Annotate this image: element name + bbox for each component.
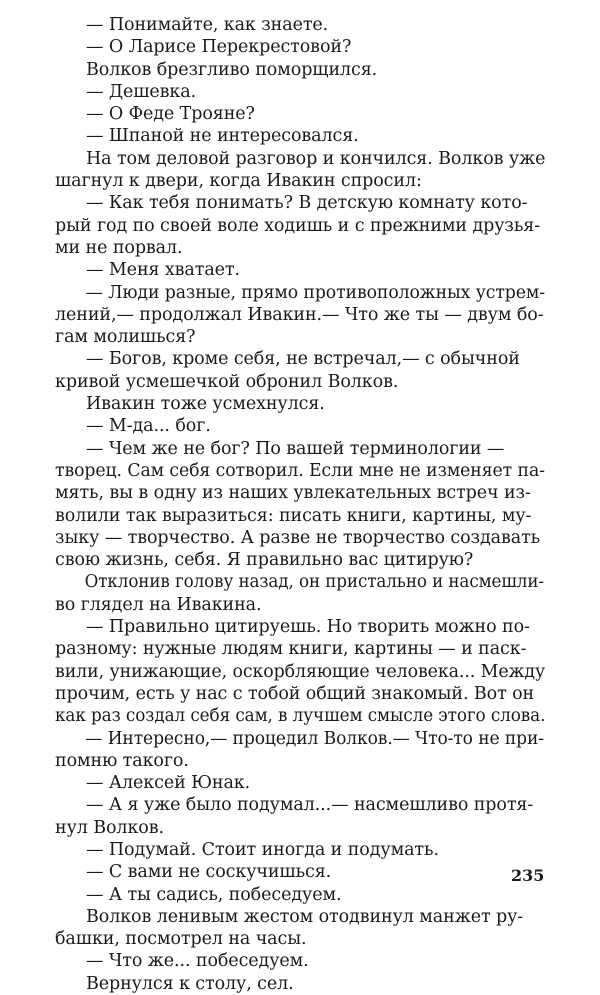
text-line: — Дешевка. <box>86 81 197 102</box>
text-line: — Чем же не бог? По вашей терминологии — <box>86 438 505 459</box>
text-line: — Как тебя понимать? В детскую комнату кото- <box>86 193 528 214</box>
text-line: — А ты садись, побеседуем. <box>86 884 342 905</box>
text-line: — Шпаной не интересовался. <box>86 126 359 147</box>
text-line: Ивакин тоже усмехнулся. <box>86 394 325 415</box>
text-line: рый год по своей воле ходишь и с прежними друзья- <box>55 215 541 236</box>
text-line: как раз создал себя сам, в лучшем смысле этого слова. <box>55 706 546 727</box>
text-line: — М-да... бог. <box>86 416 211 437</box>
text-line: гам молишься? <box>55 327 196 348</box>
body-text <box>55 14 545 995</box>
text-line: — Люди разные, прямо противоположных устрем- <box>85 282 545 303</box>
text-line: Отклонив голову назад, он пристально и насмешли- <box>84 572 544 593</box>
text-line: — О Феде Трояне? <box>86 104 255 125</box>
text-line: лений,— продолжал Ивакин.— Что же ты — двум бо- <box>55 304 544 325</box>
text-line: нул Волков. <box>55 817 164 838</box>
text-line: разному: нужные людям книги, картины — и паск- <box>55 639 527 660</box>
text-line: творец. Сам себя сотворил. Если мне не изменяет па- <box>55 460 545 481</box>
text-line: — Меня хватает. <box>86 260 240 281</box>
text-line: шагнул к двери, когда Ивакин спросил: <box>55 171 422 192</box>
text-line: кривой усмешечкой обронил Волков. <box>55 371 399 392</box>
text-line: помню такого. <box>55 750 189 771</box>
text-line: во глядел на Ивакина. <box>55 594 262 615</box>
text-line: Волков брезгливо поморщился. <box>86 59 378 80</box>
text-line: — Понимайте, как знаете. <box>86 15 329 35</box>
text-line: ми не порвал. <box>55 237 183 258</box>
text-line: волили так выразиться: писать книги, картины, му- <box>55 505 532 526</box>
text-line: — А я уже было подумал...— насмешливо протя- <box>86 795 534 816</box>
text-line: — С вами не соскучишься. <box>86 862 332 883</box>
text-line: — Подумай. Стоит иногда и подумать. <box>86 839 439 860</box>
text-line: — Богов, кроме себя, не встречал,— с обычной <box>86 349 520 370</box>
text-line: — Алексей Юнак. <box>86 773 251 794</box>
text-line: Волков ленивым жестом отодвинул манжет ру- <box>86 906 524 927</box>
text-line: мять, вы в одну из наших увлекательных встреч из- <box>55 483 531 504</box>
text-line: башки, посмотрел на часы. <box>55 929 307 950</box>
text-line: — Что же... побеседуем. <box>86 951 309 972</box>
text-line: прочим, есть у нас с тобой общий знакомый. Вот он <box>55 683 535 704</box>
text-line: зыку — творчество. А разве не творчество создавать <box>55 527 541 548</box>
text-line: — Правильно цитируешь. Но творить можно по- <box>86 617 530 638</box>
text-line: — О Ларисе Перекрестовой? <box>86 37 352 58</box>
text-line: — Интересно,— процедил Волков.— Что-то не при- <box>85 728 544 749</box>
text-line: свою жизнь, себя. Я правильно вас цитирую? <box>55 550 474 571</box>
text-line: Вернулся к столу, сел. <box>86 973 294 994</box>
text-line: вили, унижающие, оскорбляющие человека... Между <box>55 661 546 682</box>
page-number: 235 <box>511 866 545 885</box>
text-line: На том деловой разговор и кончился. Волков уже <box>86 148 546 169</box>
